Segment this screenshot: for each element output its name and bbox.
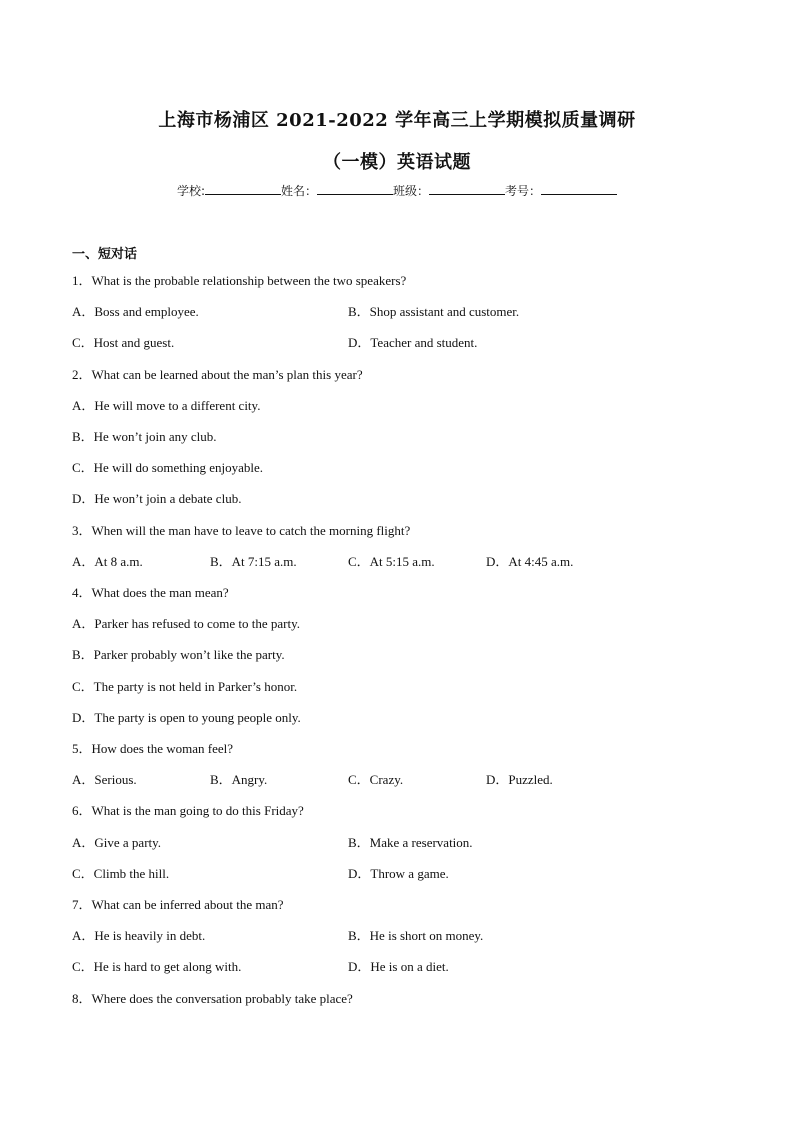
question-7: 7．What can be inferred about the man? <box>72 897 284 912</box>
name-label: 姓名： <box>281 184 318 198</box>
question-8: 8．Where does the conversation probably take place? <box>72 991 353 1006</box>
q7-option-d: D．He is on a diet. <box>348 959 449 974</box>
q2-option-a: A．He will move to a different city. <box>72 398 261 413</box>
q7-option-b: B．He is short on money. <box>348 928 484 943</box>
q5-option-a: A．Serious. <box>72 772 137 787</box>
name-blank <box>317 181 393 195</box>
q2-option-b: B．He won’t join any club. <box>72 429 217 444</box>
q5-option-c: C．Crazy. <box>348 772 404 787</box>
q6-option-a: A．Give a party. <box>72 835 162 850</box>
q4-option-b: B．Parker probably won’t like the party. <box>72 647 285 662</box>
q6-option-d: D．Throw a game. <box>348 866 449 881</box>
question-5: 5．How does the woman feel? <box>72 741 234 756</box>
q7-option-a: A．He is heavily in debt. <box>72 928 206 943</box>
q1-option-a: A．Boss and employee. <box>72 304 199 319</box>
q6-option-c: C．Climb the hill. <box>72 866 170 881</box>
class-label: 班级： <box>393 184 430 198</box>
q2-option-d: D．He won’t join a debate club. <box>72 491 242 506</box>
q4-option-d: D．The party is open to young people only. <box>72 710 301 725</box>
q4-option-c: C．The party is not held in Parker’s honor. <box>72 679 298 694</box>
q3-option-b: B．At 7:15 a.m. <box>210 554 297 569</box>
q7-option-c: C．He is hard to get along with. <box>72 959 242 974</box>
q3-option-c: C．At 5:15 a.m. <box>348 554 435 569</box>
question-2: 2．What can be learned about the man’s plan this year? <box>72 367 363 382</box>
number-label: 考号： <box>505 184 542 198</box>
question-1: 1．What is the probable relationship between the two speakers? <box>72 273 407 288</box>
school-label: 学校: <box>176 184 205 198</box>
student-info-line <box>0 181 794 199</box>
page-title: 上海市杨浦区 2021-2022 学年高三上学期模拟质量调研 <box>158 110 636 131</box>
q1-option-b: B．Shop assistant and customer. <box>348 304 520 319</box>
q6-option-b: B．Make a reservation. <box>348 835 473 850</box>
question-6: 6．What is the man going to do this Friday? <box>72 803 304 818</box>
q4-option-a: A．Parker has refused to come to the party. <box>72 616 301 631</box>
school-blank <box>205 181 281 195</box>
q2-option-c: C．He will do something enjoyable. <box>72 460 264 475</box>
section-heading: 一、短对话 <box>72 247 138 262</box>
q5-option-d: D．Puzzled. <box>486 772 553 787</box>
question-3: 3．When will the man have to leave to catch the morning flight? <box>72 523 411 538</box>
q3-option-d: D．At 4:45 a.m. <box>486 554 574 569</box>
q1-option-c: C．Host and guest. <box>72 335 175 350</box>
question-4: 4．What does the man mean? <box>72 585 229 600</box>
q3-option-a: A．At 8 a.m. <box>72 554 143 569</box>
q1-option-d: D．Teacher and student. <box>348 335 478 350</box>
number-blank <box>541 181 617 195</box>
class-blank <box>429 181 505 195</box>
q5-option-b: B．Angry. <box>210 772 268 787</box>
page-subtitle: （一模）英语试题 <box>323 152 471 173</box>
